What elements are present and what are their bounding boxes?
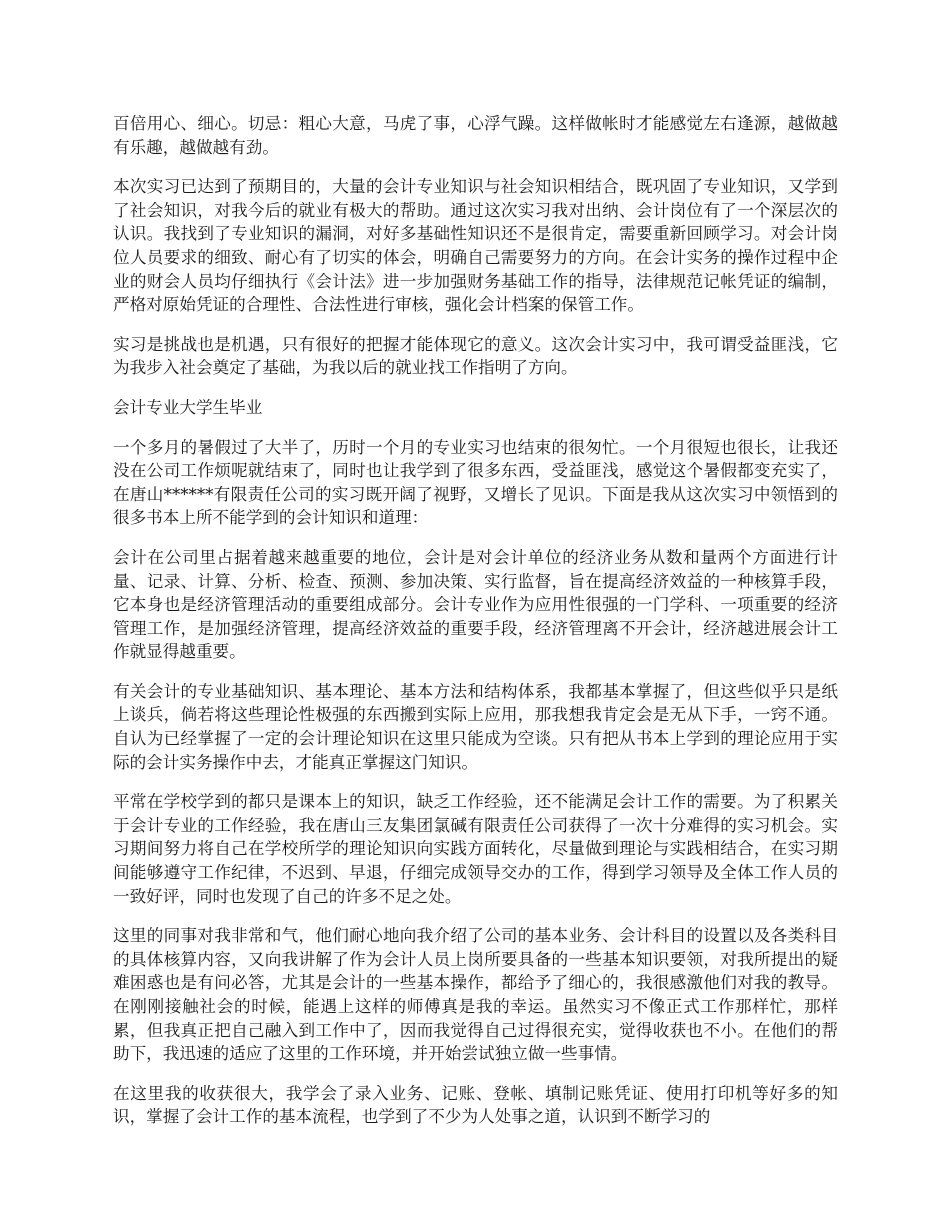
paragraph: 在这里我的收获很大，我学会了录入业务、记账、登帐、填制记账凭证、使用打印机等好多的知识，掌握了会计工作的基本流程，也学到了不少为人处事之道，认识到不断学习的 xyxy=(113,1083,838,1127)
paragraph: 本次实习已达到了预期目的，大量的会计专业知识与社会知识相结合，既巩固了专业知识，又学到了社会知识，对我今后的就业有极大的帮助。通过这次实习我对出纳、会计岗位有了一个深层次的认识。我找到了专业知识的漏洞，对好多基础性知识还不是很肯定，需要重新回顾学习。对会计岗位人员要求的细致、耐心有了切实的体会，明确自己需要努力的方向。在会计实务的操作过程中企业的财会人员均仔细执行《会计法》进一步加强财务基础工作的指导，法律规范记帐凭证的编制，严格对原始凭证的合理性、合法性进行审核，强化会计档案的保管工作。 xyxy=(113,177,838,315)
paragraph: 这里的同事对我非常和气，他们耐心地向我介绍了公司的基本业务、会计科目的设置以及各类科目的具体核算内容，又向我讲解了作为会计人员上岗所要具备的一些基本知识要领，对我所提出的疑难困惑也是有问必答，尤其是会计的一些基本操作，都给予了细心的，我很感激他们对我的教导。在刚刚接触社会的时候，能遇上这样的师傅真是我的幸运。虽然实习不像正式工作那样忙，那样累，但我真正把自己融入到工作中了，因而我觉得自己过得很充实，觉得收获也不小。在他们的帮助下，我迅速的适应了这里的工作环境，并开始尝试独立做一些事情。 xyxy=(113,926,838,1064)
document-body xyxy=(113,112,838,1145)
paragraph: 有关会计的专业基础知识、基本理论、基本方法和结构体系，我都基本掌握了，但这些似乎只是纸上谈兵，倘若将这些理论性极强的东西搬到实际上应用，那我想我肯定会是无从下手，一窍不通。自认为已经掌握了一定的会计理论知识在这里只能成为空谈。只有把从书本上学到的理论应用于实际的会计实务操作中去，才能真正掌握这门知识。 xyxy=(113,681,838,772)
paragraph: 会计在公司里占据着越来越重要的地位，会计是对会计单位的经济业务从数和量两个方面进行计量、记录、计算、分析、检查、预测、参加决策、实行监督，旨在提高经济效益的一种核算手段，它本身也是经济管理活动的重要组成部分。会计专业作为应用性很强的一门学科、一项重要的经济管理工作，是加强经济管理，提高经济效益的重要手段，经济管理离不开会计，经济越进展会计工作就显得越重要。 xyxy=(113,547,838,662)
paragraph: 实习是挑战也是机遇，只有很好的把握才能体现它的意义。这次会计实习中，我可谓受益匪浅，它为我步入社会奠定了基础，为我以后的就业找工作指明了方向。 xyxy=(113,334,838,378)
section-heading: 会计专业大学生毕业 xyxy=(113,397,263,417)
paragraph: 百倍用心、细心。切忌：粗心大意，马虎了事，心浮气躁。这样做帐时才能感觉左右逢源，越做越有乐趣，越做越有劲。 xyxy=(113,114,838,157)
paragraph: 一个多月的暑假过了大半了，历时一个月的专业实习也结束的很匆忙。一个月很短也很长，让我还没在公司工作烦呢就结束了，同时也让我学到了很多东西，受益匪浅，感觉这个暑假都变充实了，在唐山******有限责任公司的实习既开阔了视野，又增长了见识。下面是我从这次实习中领悟到的很多书本上所不能学到的会计知识和道理： xyxy=(113,437,838,528)
paragraph: 平常在学校学到的都只是课本上的知识，缺乏工作经验，还不能满足会计工作的需要。为了积累关于会计专业的工作经验，我在唐山三友集团氯碱有限责任公司获得了一次十分难得的实习机会。实习期间努力将自己在学校所学的理论知识向实践方面转化，尽量做到理论与实践相结合，在实习期间能够遵守工作纪律，不迟到、早退，仔细完成领导交办的工作，得到学习领导及全体工作人员的一致好评，同时也发现了自己的许多不足之处。 xyxy=(113,792,838,906)
